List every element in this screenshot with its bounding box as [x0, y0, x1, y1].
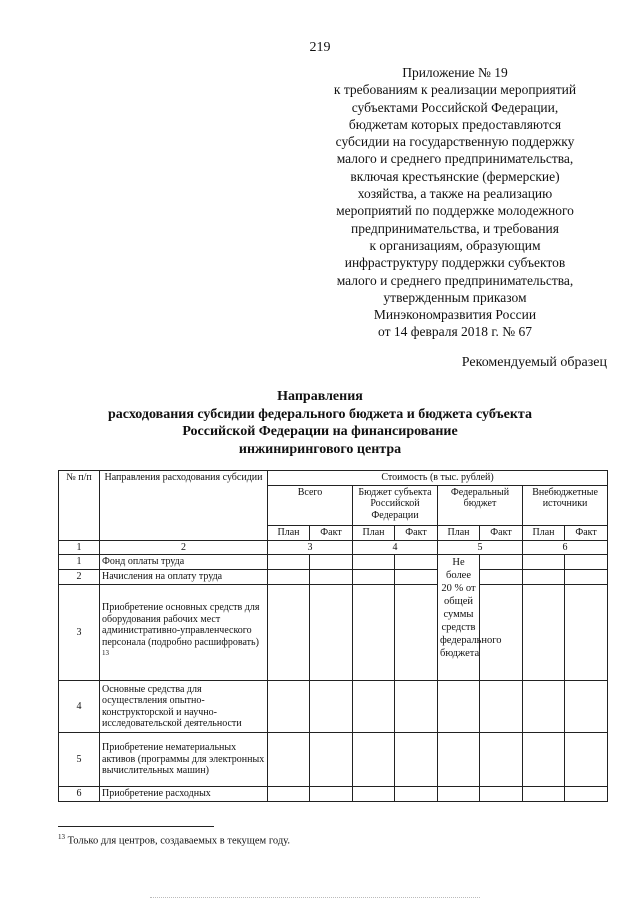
appendix-line: малого и среднего предпринимательства,	[336, 272, 574, 288]
cell	[480, 585, 523, 681]
cell	[353, 585, 395, 681]
cell	[353, 681, 395, 733]
appendix-line: предпринимательства, и требования	[351, 220, 559, 236]
footnote-divider	[58, 826, 214, 827]
row-num: 2	[59, 570, 100, 585]
cell	[523, 570, 565, 585]
header-fact: Факт	[480, 525, 523, 540]
header-fact: Факт	[395, 525, 438, 540]
footnote-ref: 13	[102, 649, 109, 658]
row-num: 3	[59, 585, 100, 681]
header-num: № п/п	[59, 471, 100, 541]
header-group-federal: Федеральный бюджет	[438, 485, 523, 525]
cell	[523, 787, 565, 802]
footnote-mark: 13	[58, 833, 65, 841]
scan-artifact-line	[150, 897, 480, 901]
row-name: Начисления на оплату труда	[100, 570, 268, 585]
cell	[268, 681, 310, 733]
table-row	[59, 681, 608, 733]
cell	[523, 733, 565, 787]
cell	[438, 733, 480, 787]
appendix-line: малого и среднего предпринимательства,	[336, 151, 574, 167]
cell	[395, 733, 438, 787]
row-name-cell	[100, 585, 268, 681]
cell	[268, 585, 310, 681]
header-cost: Стоимость (в тыс. рублей)	[268, 471, 608, 486]
header-plan: План	[353, 525, 395, 540]
cell	[353, 787, 395, 802]
appendix-line: к организациям, образующим	[369, 237, 541, 253]
appendix-line: Минэкономразвития России	[373, 307, 537, 323]
row-num: 1	[59, 555, 100, 570]
index-cell: 4	[353, 540, 438, 555]
title-line: инжинирингового центра	[238, 441, 402, 457]
cell	[565, 585, 608, 681]
header-fact: Факт	[310, 525, 353, 540]
table-row	[59, 787, 608, 802]
cell	[310, 555, 353, 570]
appendix-header	[300, 64, 610, 341]
appendix-line: инфраструктуру поддержки субъектов	[344, 255, 566, 271]
cell	[268, 570, 310, 585]
appendix-line: утвержденным приказом	[383, 289, 527, 305]
appendix-line: включая крестьянские (фермерские)	[350, 168, 560, 184]
header-group-regional: Бюджет субъекта Российской Федерации	[353, 485, 438, 525]
table-row	[59, 570, 608, 585]
header-fact: Факт	[565, 525, 608, 540]
appendix-line: мероприятий по поддержке молодежного	[336, 203, 574, 219]
table-row	[59, 733, 608, 787]
cell	[565, 555, 608, 570]
federal-plan-note: Не более 20 % от общей суммы средств федерального бюджета	[438, 555, 480, 681]
appendix-line: к требованиям к реализации мероприятий	[333, 82, 577, 98]
row-num: 6	[59, 787, 100, 802]
cell	[523, 555, 565, 570]
document-title	[0, 388, 640, 458]
cell	[310, 787, 353, 802]
footnote-text: Только для центров, создаваемых в текущем году.	[65, 835, 290, 847]
appendix-line: хозяйства, а также на реализацию	[357, 186, 553, 202]
page-number: 219	[309, 40, 331, 55]
row-name: Фонд оплаты труда	[100, 555, 268, 570]
header-plan: План	[268, 525, 310, 540]
cell	[353, 555, 395, 570]
header-direction: Направления расходования субсидии	[100, 471, 268, 541]
row-name: Приобретение основных средств для оборудования рабочих мест административно-управленческого персонала (подробно расшифровать)	[102, 602, 260, 648]
cell	[268, 787, 310, 802]
appendix-line: бюджетам которых предоставляются	[348, 116, 562, 132]
header-plan: План	[523, 525, 565, 540]
header-group-total: Всего	[268, 485, 353, 525]
header-plan: План	[438, 525, 480, 540]
footnote	[58, 833, 290, 847]
recommended-sample-label: Рекомендуемый образец	[461, 355, 607, 370]
index-cell: 3	[268, 540, 353, 555]
table-row	[59, 555, 608, 570]
cell	[395, 787, 438, 802]
cell	[480, 787, 523, 802]
title-line: Российской Федерации на финансирование	[182, 424, 458, 439]
cell	[310, 681, 353, 733]
row-num: 5	[59, 733, 100, 787]
title-line: расходования субсидии федерального бюджета и бюджета субъекта	[108, 406, 532, 422]
cell	[353, 733, 395, 787]
cell	[438, 681, 480, 733]
cell	[395, 555, 438, 570]
cell	[268, 555, 310, 570]
expenditure-table	[58, 470, 608, 802]
cell	[480, 733, 523, 787]
cell	[268, 733, 310, 787]
row-name: Приобретение нематериальных активов (программы для электронных вычислительных машин)	[100, 733, 268, 787]
row-num: 4	[59, 681, 100, 733]
header-group-offbudget: Внебюджетные источники	[523, 485, 608, 525]
cell	[310, 733, 353, 787]
index-cell: 6	[523, 540, 608, 555]
cell	[565, 733, 608, 787]
index-cell: 1	[59, 540, 100, 555]
cell	[565, 787, 608, 802]
appendix-line: субсидии на государственную поддержку	[335, 134, 575, 150]
cell	[310, 570, 353, 585]
cell	[353, 570, 395, 585]
appendix-line: Приложение № 19	[402, 65, 508, 80]
cell	[438, 787, 480, 802]
appendix-line: от 14 февраля 2018 г. № 67	[378, 324, 532, 340]
cell	[395, 681, 438, 733]
cell	[480, 570, 523, 585]
cell	[523, 585, 565, 681]
cell	[565, 681, 608, 733]
cell	[480, 555, 523, 570]
row-name: Приобретение расходных	[100, 787, 268, 802]
cell	[480, 681, 523, 733]
cell	[310, 585, 353, 681]
cell	[395, 585, 438, 681]
title-line: Направления	[277, 389, 363, 404]
row-name: Основные средства для осуществления опытно-конструкторской и научно-исследовательской деятельности	[100, 681, 268, 733]
appendix-line: субъектами Российской Федерации,	[351, 99, 559, 115]
table-row	[59, 585, 608, 681]
cell	[565, 570, 608, 585]
index-cell: 2	[100, 540, 268, 555]
index-cell: 5	[438, 540, 523, 555]
cell	[395, 570, 438, 585]
cell	[523, 681, 565, 733]
